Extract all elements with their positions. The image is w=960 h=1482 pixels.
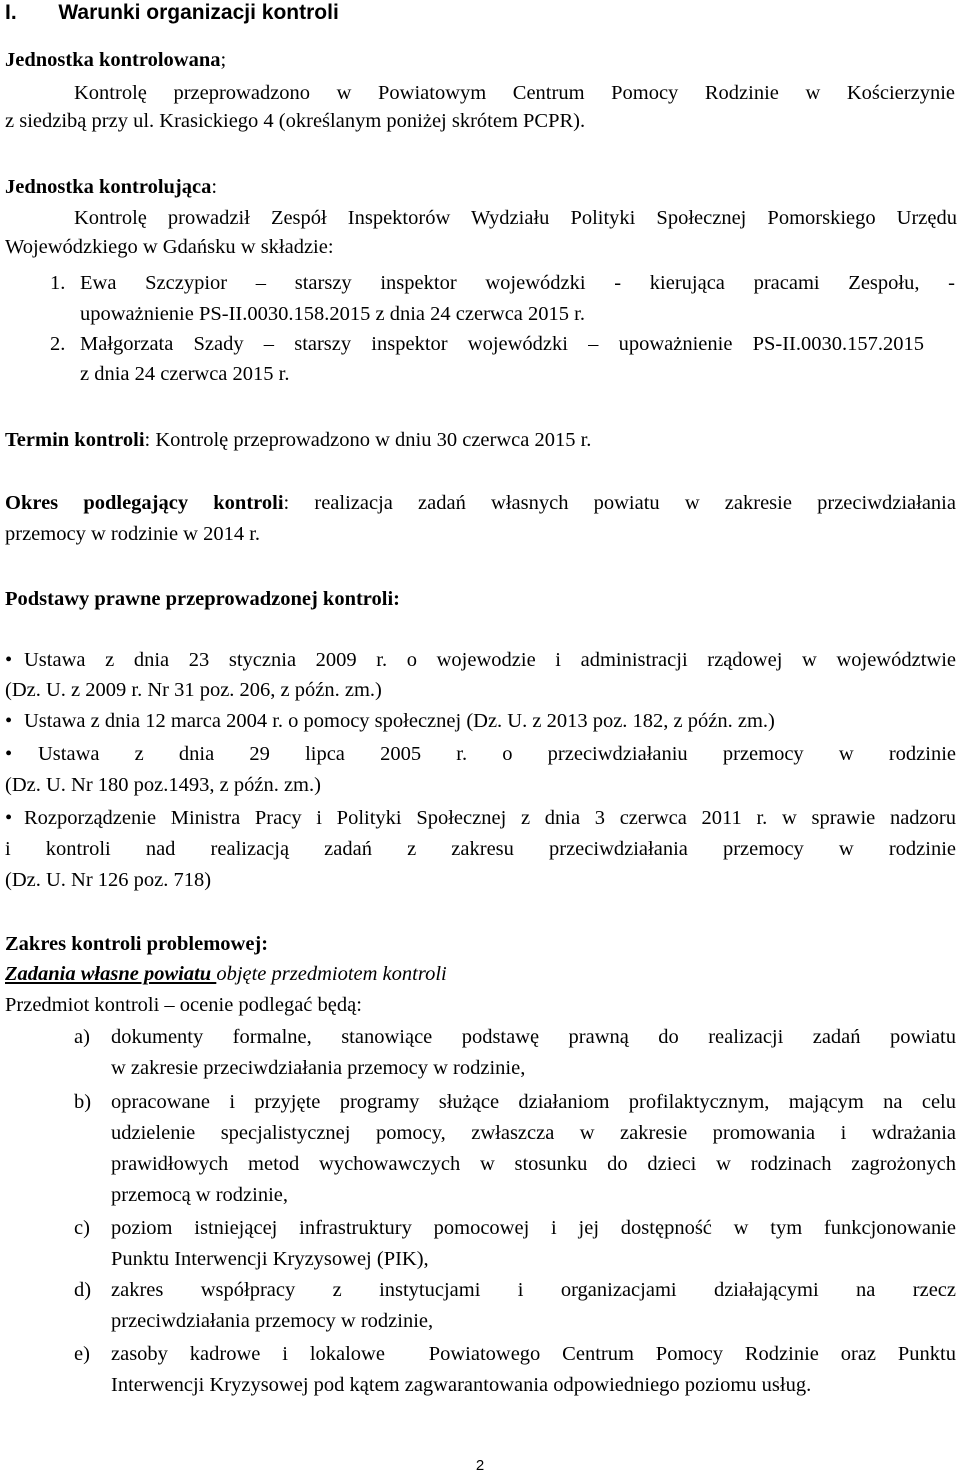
term-text: : Kontrolę przeprowadzono w dniu 30 czerwca 2015 r. bbox=[144, 429, 592, 451]
period-label: Okres podlegający kontroli bbox=[5, 492, 284, 514]
bullet: • bbox=[5, 743, 13, 765]
scope-item-line: przeciwdziałania przemocy w rodzinie, bbox=[111, 1310, 434, 1332]
bullet: • bbox=[5, 710, 13, 732]
member-line1: Małgorzata Szady – starszy inspektor wojewódzki – upoważnienie PS-II.0030.157.2015 bbox=[80, 333, 924, 355]
member-line1: Ewa Szczypior – starszy inspektor wojewódzki - kierująca pracami Zespołu, - bbox=[80, 272, 955, 294]
unit-controlled-line2: z siedzibą przy ul. Krasickiego 4 (określanym poniżej skrótem PCPR). bbox=[5, 110, 586, 132]
period-line2: przemocy w rodzinie w 2014 r. bbox=[5, 523, 261, 545]
legal-item-line2: (Dz. U. z 2009 r. Nr 31 poz. 206, z późn. zm.) bbox=[5, 679, 382, 701]
legal-item-line2: (Dz. U. Nr 180 poz.1493, z późn. zm.) bbox=[5, 774, 321, 796]
scope-item-letter: c) bbox=[74, 1217, 90, 1239]
unit-controlling-line2: Wojewódzkiego w Gdańsku w składzie: bbox=[5, 236, 334, 258]
scope-item-letter: a) bbox=[74, 1026, 90, 1048]
unit-controlling-line1: Kontrolę prowadził Zespół Inspektorów Wydziału Polityki Społecznej Pomorskiego Urzędu bbox=[74, 207, 957, 229]
term-line bbox=[5, 425, 591, 457]
scope-item-line: Interwencji Kryzysowej pod kątem zagwarantowania odpowiedniego poziomu usług. bbox=[111, 1374, 812, 1396]
bullet: • bbox=[5, 649, 13, 671]
member-number: 2. bbox=[50, 333, 66, 355]
scope-item-line: udzielenie specjalistycznej pomocy, zwłaszcza w zakresie promowania i wdrażania bbox=[111, 1122, 956, 1144]
legal-item-line2: i kontroli nad realizacją zadań z zakresu przeciwdziałania przemocy w rodzinie bbox=[5, 838, 956, 860]
section-heading bbox=[5, 0, 339, 29]
legal-item-line1: Ustawa z dnia 23 stycznia 2009 r. o wojewodzie i administracji rządowej w województwie bbox=[24, 649, 956, 671]
scope-sub-rest: objęte przedmiotem kontroli bbox=[216, 963, 447, 985]
section-number: I. bbox=[5, 1, 17, 24]
scope-intro: Przedmiot kontroli – ocenie podlegać będą: bbox=[5, 994, 362, 1016]
legal-item-line1: Ustawa z dnia 29 lipca 2005 r. o przeciwdziałaniu przemocy w rodzinie bbox=[38, 743, 956, 765]
scope-item-letter: e) bbox=[74, 1343, 90, 1365]
unit-controlled-suffix: ; bbox=[220, 49, 227, 71]
scope-item-line: zasoby kadrowe i lokalowe Powiatowego Centrum Pomocy Rodzinie oraz Punktu bbox=[111, 1343, 956, 1365]
scope-item-letter: b) bbox=[74, 1091, 92, 1113]
term-label: Termin kontroli bbox=[5, 429, 145, 451]
unit-controlled-line1: Kontrolę przeprowadzono w Powiatowym Centrum Pomocy Rodzinie w Kościerzynie bbox=[74, 82, 955, 104]
unit-controlling-label: Jednostka kontrolująca bbox=[5, 176, 212, 198]
member-line2: z dnia 24 czerwca 2015 r. bbox=[80, 363, 290, 385]
scope-item-line: Punktu Interwencji Kryzysowej (PIK), bbox=[111, 1248, 429, 1270]
scope-item-line: prawidłowych metod wychowawczych w stosunku do dzieci w rodzinach zagrożonych bbox=[111, 1153, 956, 1175]
period-line1-rest: : realizacja zadań własnych powiatu w zakresie przeciwdziałania bbox=[283, 492, 956, 514]
section-title: Warunki organizacji kontroli bbox=[58, 1, 339, 24]
legal-item-line1: Rozporządzenie Ministra Pracy i Polityki Społecznej z dnia 3 czerwca 2011 r. w sprawie nadzoru bbox=[24, 807, 956, 829]
unit-controlled-label-line bbox=[5, 45, 226, 77]
scope-heading: Zakres kontroli problemowej: bbox=[5, 933, 269, 955]
bullet: • bbox=[5, 807, 13, 829]
unit-controlling-suffix: : bbox=[211, 176, 218, 198]
legal-item-line1: Ustawa z dnia 12 marca 2004 r. o pomocy społecznej (Dz. U. z 2013 poz. 182, z późn. zm.) bbox=[24, 710, 775, 732]
unit-controlling-label-line bbox=[5, 172, 217, 204]
scope-item-line: dokumenty formalne, stanowiące podstawę prawną do realizacji zadań powiatu bbox=[111, 1026, 956, 1048]
legal-item-line3: (Dz. U. Nr 126 poz. 718) bbox=[5, 869, 212, 891]
scope-item-line: w zakresie przeciwdziałania przemocy w rodzinie, bbox=[111, 1057, 526, 1079]
scope-item-letter: d) bbox=[74, 1279, 92, 1301]
legal-heading: Podstawy prawne przeprowadzonej kontroli: bbox=[5, 588, 400, 610]
period-line1 bbox=[5, 488, 956, 520]
scope-item-line: zakres współpracy z instytucjami i organizacjami działającymi na rzecz bbox=[111, 1279, 956, 1301]
scope-item-line: poziom istniejącej infrastruktury pomocowej i jej dostępność w tym funkcjonowanie bbox=[111, 1217, 956, 1239]
member-line2: upoważnienie PS-II.0030.158.2015 z dnia 24 czerwca 2015 r. bbox=[80, 303, 585, 325]
scope-sub-underlined: Zadania własne powiatu bbox=[5, 963, 217, 985]
scope-item-line: przemocą w rodzinie, bbox=[111, 1184, 289, 1206]
page-number: 2 bbox=[475, 1457, 485, 1474]
scope-subheading bbox=[5, 959, 447, 991]
member-number: 1. bbox=[50, 272, 66, 294]
unit-controlled-label: Jednostka kontrolowana bbox=[5, 49, 221, 71]
scope-item-line: opracowane i przyjęte programy służące działaniom profilaktycznym, mającym na celu bbox=[111, 1091, 956, 1113]
